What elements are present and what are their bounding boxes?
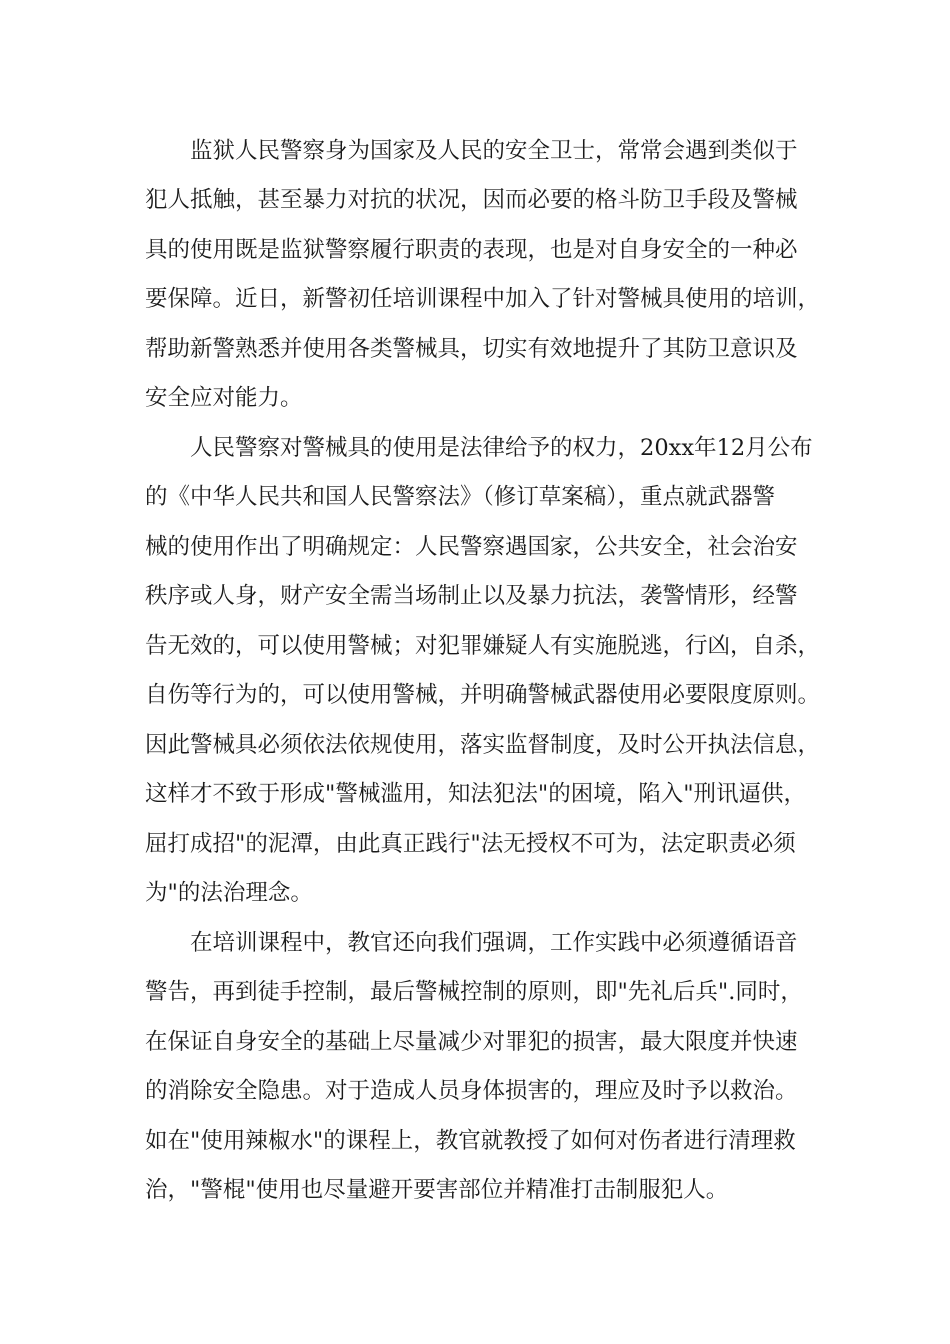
paragraph-2-line-1: 人民警察对警械具的使用是法律给予的权力，20xx年12月公布 [190,435,813,461]
paragraph-2-line-2: 的《中华人民共和国人民警察法》（修订草案稿），重点就武器警 [145,484,776,510]
paragraph-1-line-1: 监狱人民警察身为国家及人民的安全卫士，常常会遇到类似于 [190,138,798,164]
paragraph-2-line-5: 告无效的，可以使用警械；对犯罪嫌疑人有实施脱逃，行凶，自杀， [145,633,821,659]
paragraph-2-line-3: 械的使用作出了明确规定：人民警察遇国家，公共安全，社会治安 [145,534,798,560]
paragraph-2-line-10: 为"的法治理念。 [145,880,313,906]
paragraph-1-line-5: 帮助新警熟悉并使用各类警械具，切实有效地提升了其防卫意识及 [145,336,798,362]
paragraph-3-line-4: 的消除安全隐患。对于造成人员身体损害的，理应及时予以救治。 [145,1078,798,1104]
paragraph-1-line-6: 安全应对能力。 [145,385,303,411]
paragraph-2-line-9: 屈打成招"的泥潭，由此真正践行"法无授权不可为，法定职责必须 [145,831,796,857]
paragraph-3-line-3: 在保证自身安全的基础上尽量减少对罪犯的损害，最大限度并快速 [145,1029,798,1055]
paragraph-3-line-5: 如在"使用辣椒水"的课程上，教官就教授了如何对伤者进行清理救 [145,1128,796,1154]
paragraph-2-line-4: 秩序或人身，财产安全需当场制止以及暴力抗法，袭警情形，经警 [145,583,798,609]
paragraph-3-line-1: 在培训课程中，教官还向我们强调，工作实践中必须遵循语音 [190,930,798,956]
paragraph-1-line-3: 具的使用既是监狱警察履行职责的表现，也是对自身安全的一种必 [145,237,798,263]
paragraph-2-line-6: 自伤等行为的，可以使用警械，并明确警械武器使用必要限度原则。 [145,682,821,708]
paragraph-3-line-6: 治，"警棍"使用也尽量避开要害部位并精准打击制服犯人。 [145,1177,729,1203]
paragraph-2-line-7: 因此警械具必须依法依规使用，落实监督制度，及时公开执法信息， [145,732,821,758]
paragraph-1-line-2: 犯人抵触，甚至暴力对抗的状况，因而必要的格斗防卫手段及警械 [145,187,798,213]
paragraph-3-line-2: 警告，再到徒手控制，最后警械控制的原则，即"先礼后兵".同时， [145,979,803,1005]
paragraph-1-line-4: 要保障。近日，新警初任培训课程中加入了针对警械具使用的培训， [145,286,821,312]
paragraph-2-line-8: 这样才不致于形成"警械滥用，知法犯法"的困境，陷入"刑讯逼供， [145,781,807,807]
